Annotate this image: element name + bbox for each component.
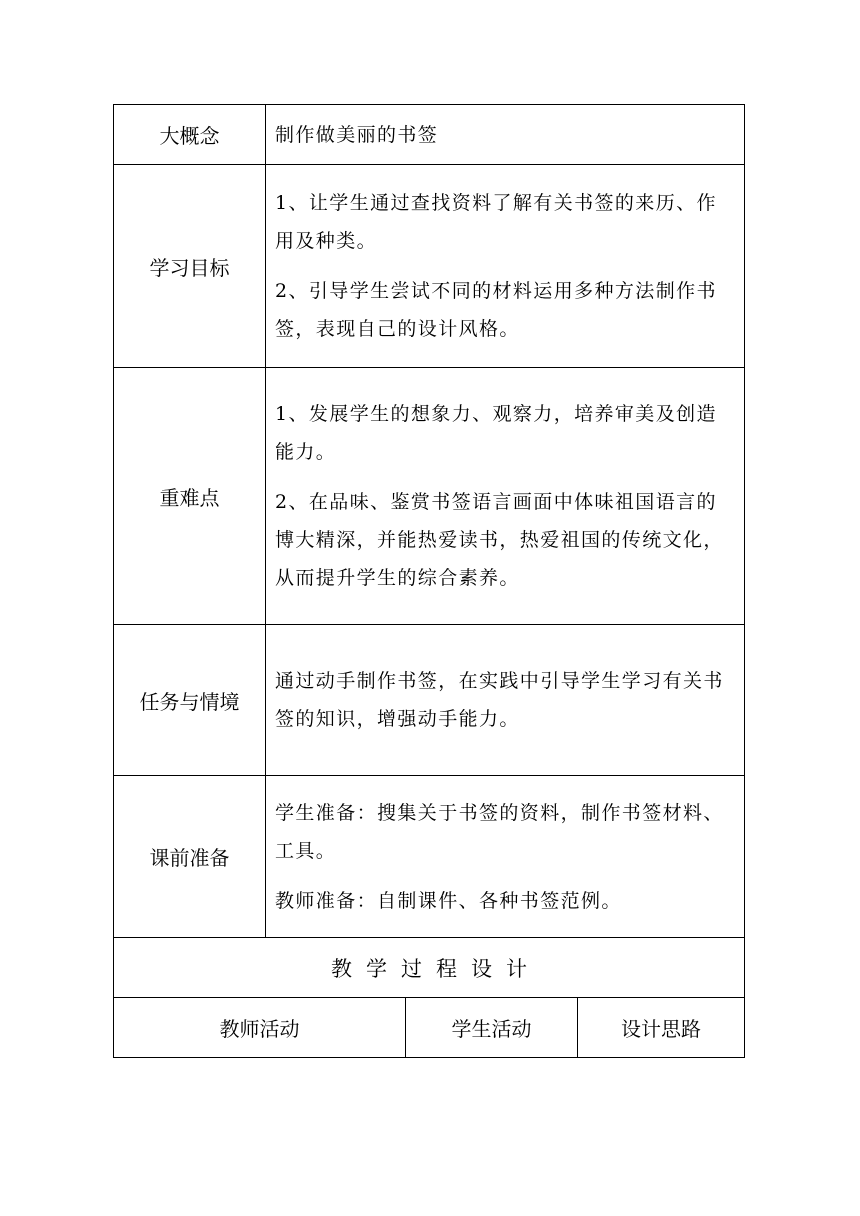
preparation-label: 课前准备 — [114, 776, 266, 938]
row-task-context — [114, 625, 745, 776]
key-difficulties-label: 重难点 — [114, 368, 266, 625]
learning-objectives-content — [266, 165, 745, 368]
row-preparation — [114, 776, 745, 938]
task-context-label: 任务与情境 — [114, 625, 266, 776]
learning-objectives-label: 学习目标 — [114, 165, 266, 368]
preparation-content — [266, 776, 745, 938]
key-point-2: 2、在品味、鉴赏书签语言画面中体味祖国语言的博大精深，并能热爱读书，热爱祖国的传统文化，从而提升学生的综合素养。 — [275, 491, 724, 589]
big-concept-label: 大概念 — [114, 105, 266, 165]
objective-2: 2、引导学生尝试不同的材料运用多种方法制作书签，表现自己的设计风格。 — [275, 280, 717, 340]
task-context-content — [266, 625, 745, 776]
student-preparation: 学生准备：搜集关于书签的资料，制作书签材料、工具。 — [275, 801, 724, 862]
row-key-difficulties — [114, 368, 745, 625]
objective-1: 1、让学生通过查找资料了解有关书签的来历、作用及种类。 — [275, 192, 717, 252]
row-big-concept — [114, 105, 745, 165]
teacher-activity-header: 教师活动 — [114, 998, 406, 1058]
row-column-headers — [114, 998, 745, 1058]
lesson-plan-document — [113, 104, 744, 1058]
row-section-title — [114, 938, 745, 998]
lesson-plan-table — [113, 104, 745, 1058]
big-concept-content — [266, 105, 745, 165]
key-point-1: 1、发展学生的想象力、观察力，培养审美及创造能力。 — [275, 403, 717, 463]
big-concept-text: 制作做美丽的书签 — [275, 123, 439, 146]
key-difficulties-content — [266, 368, 745, 625]
teacher-preparation: 教师准备：自制课件、各种书签范例。 — [275, 889, 622, 912]
teaching-process-title: 教学过程设计 — [114, 938, 745, 998]
design-rationale-header: 设计思路 — [578, 998, 745, 1058]
student-activity-header: 学生活动 — [406, 998, 578, 1058]
task-context-text: 通过动手制作书签，在实践中引导学生学习有关书签的知识，增强动手能力。 — [275, 670, 724, 730]
row-learning-objectives — [114, 165, 745, 368]
